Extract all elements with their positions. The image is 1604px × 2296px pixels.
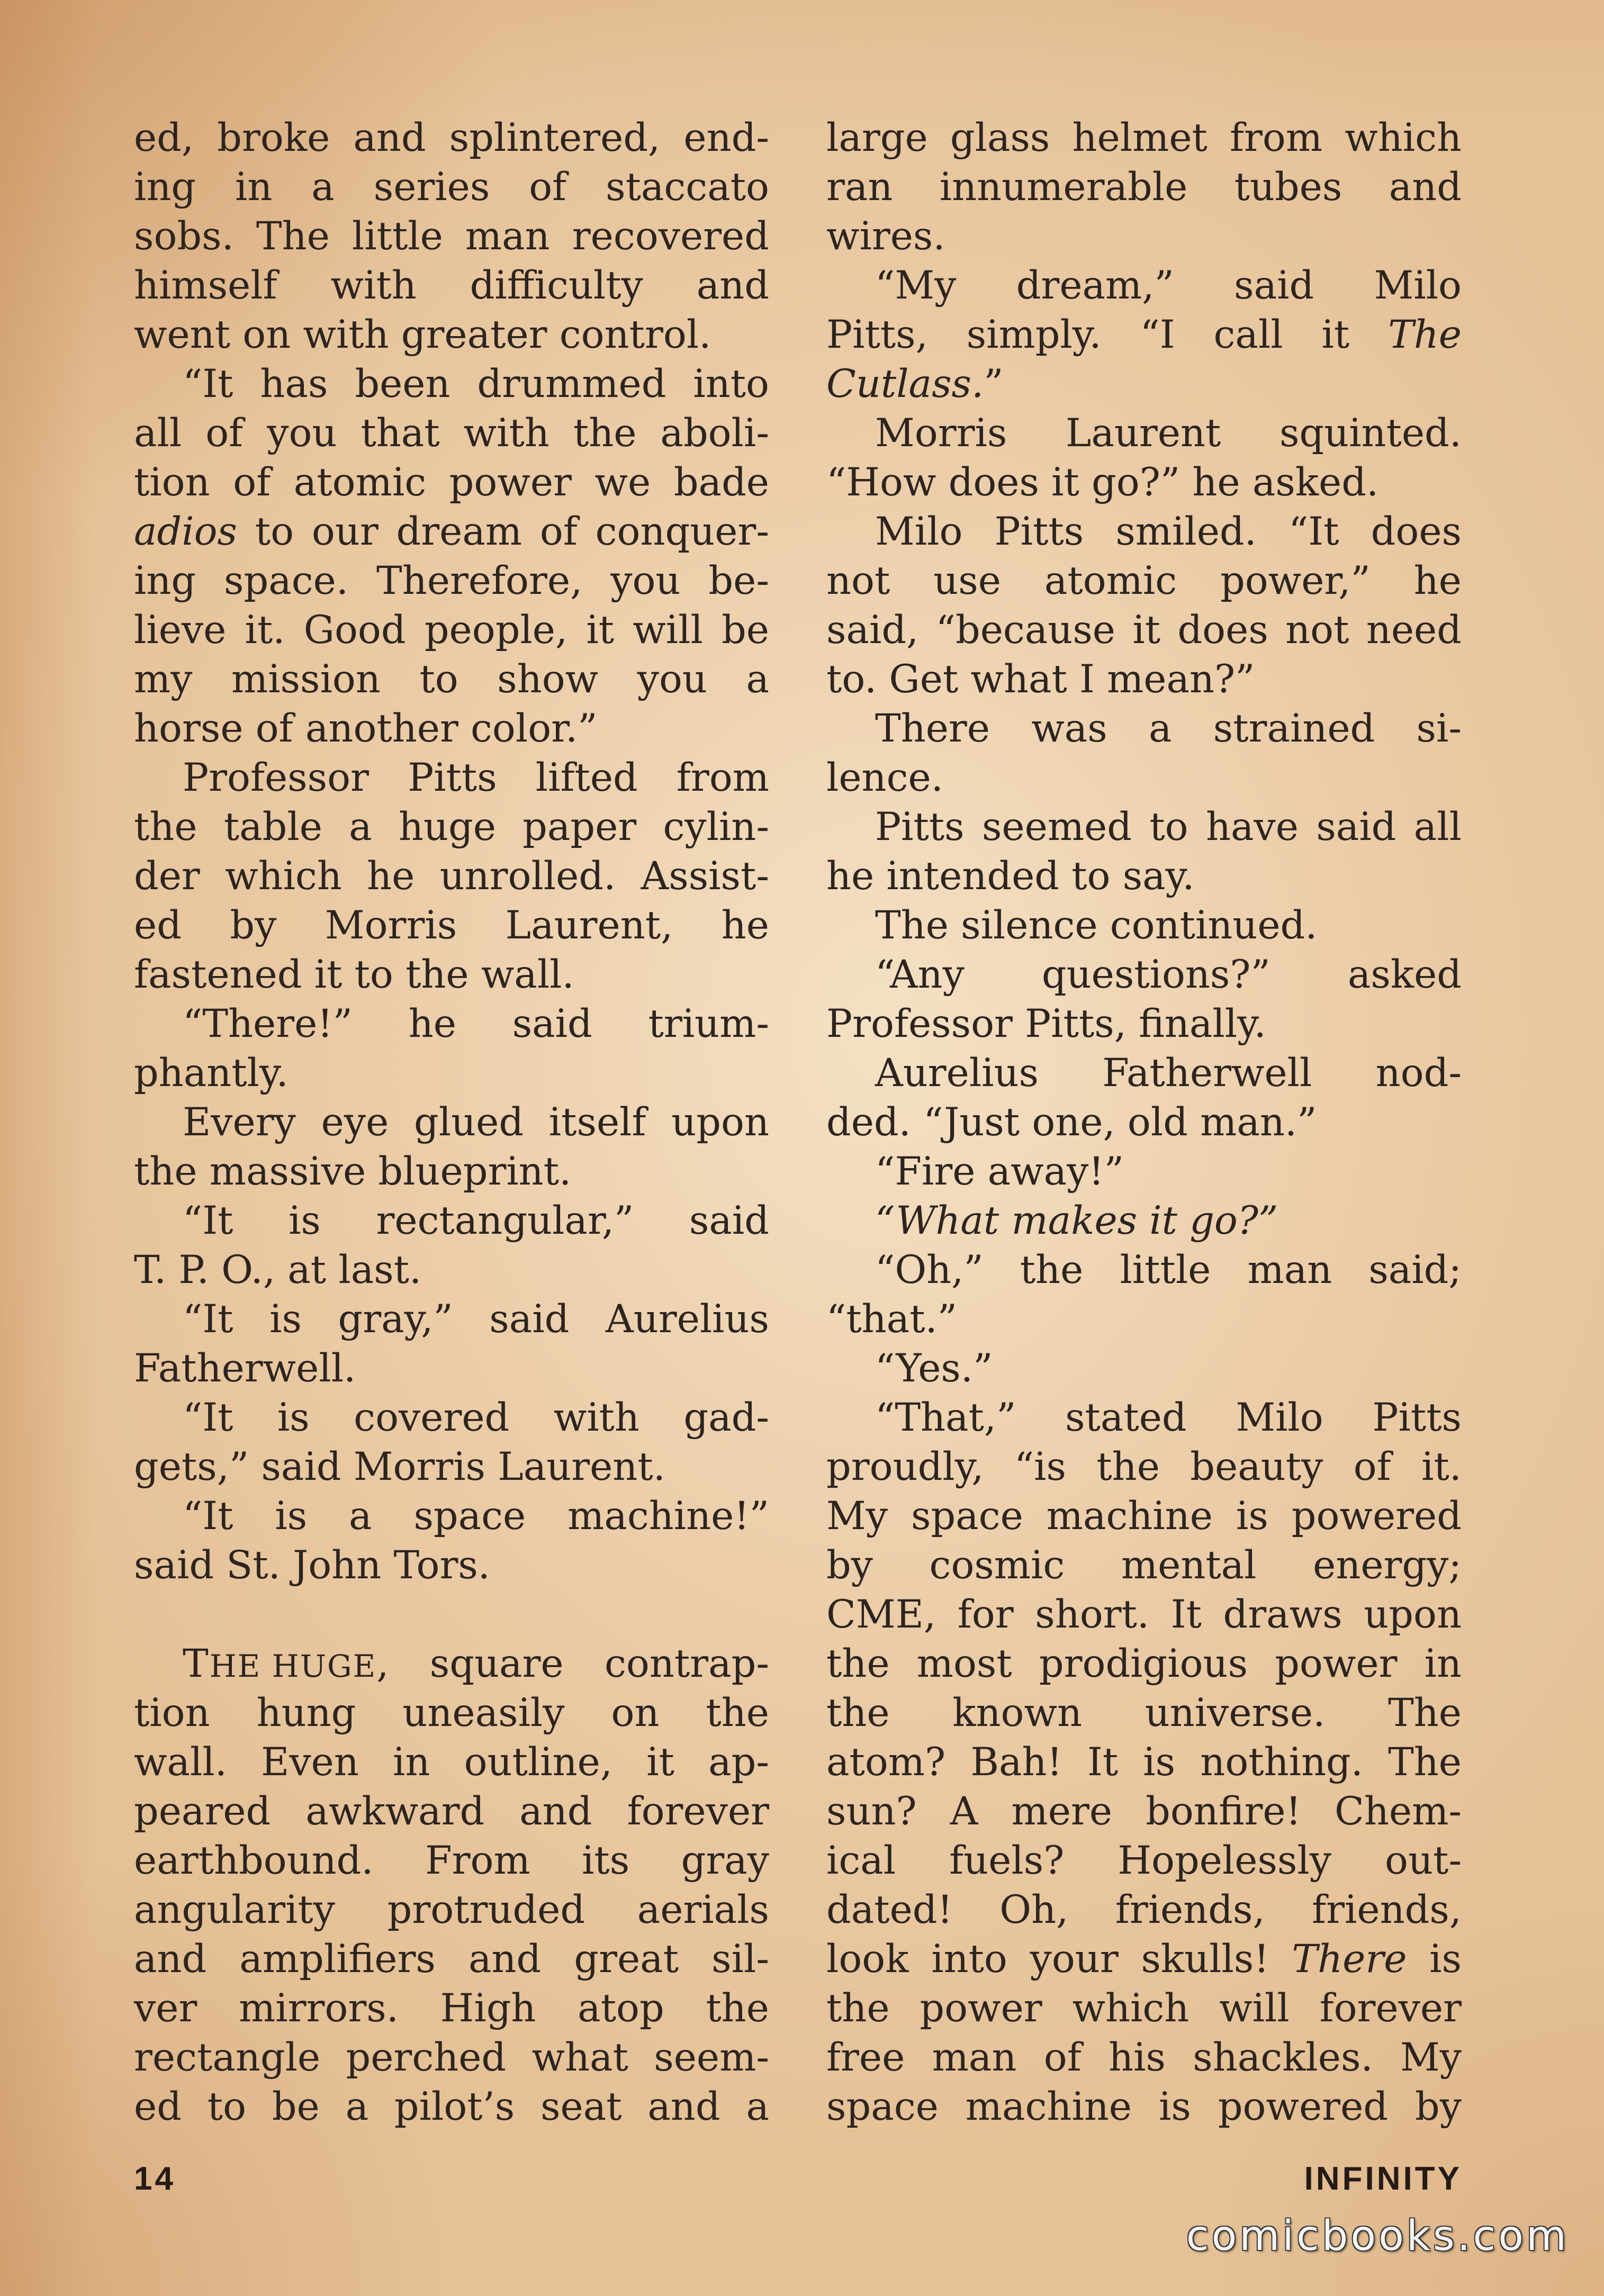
text-line: the power which will forever (826, 1986, 1462, 2031)
text-line: said St. John Tors. (134, 1543, 491, 1588)
text-run: ” (984, 361, 1004, 406)
text-line: my mission to show you a (134, 657, 769, 702)
paragraph (826, 507, 1462, 704)
text-line: der which he unrolled. Assist- (134, 854, 769, 899)
text-line: he intended to say. (826, 854, 1195, 899)
text-line: tion hung uneasily on the (134, 1691, 769, 1735)
text-line: “Yes.” (875, 1346, 993, 1391)
text-line: by cosmic mental energy; (826, 1543, 1462, 1588)
text-line: ran innumerable tubes and (826, 165, 1462, 210)
text-section (134, 113, 769, 1590)
text-line: Fatherwell. (134, 1346, 356, 1391)
text-line: dated! Oh, friends, friends, (826, 1887, 1462, 1932)
paragraph (826, 1344, 1462, 1393)
running-title: INFINITY (1304, 2161, 1462, 2197)
paragraph (826, 1245, 1462, 1344)
text-line: Morris Laurent squinted. (875, 411, 1462, 456)
text-line: ed to be a pilot’s seat and a (134, 2084, 769, 2129)
text-line: ing in a series of staccato (134, 165, 769, 210)
text-line: himself with difficulty and (134, 263, 769, 308)
paragraph (134, 1196, 769, 1295)
text-line: “It is rectangular,” said (183, 1198, 769, 1243)
text-line: “There!” he said trium- (183, 1001, 769, 1046)
text-line: “It is a space machine!” (183, 1494, 769, 1539)
text-line: angularity protruded aerials (134, 1887, 769, 1932)
text-line: earthbound. From its gray (134, 1838, 769, 1883)
text-line: lieve it. Good people, it will be (134, 608, 769, 653)
text-line: Milo Pitts smiled. “It does (875, 509, 1462, 554)
text-line: “Oh,” the little man said; (875, 1248, 1462, 1292)
italic-text: Cutlass. (826, 361, 984, 406)
text-line (826, 359, 1462, 409)
text-line: gets,” said Morris Laurent. (134, 1444, 665, 1489)
text-line: “How does it go?” he asked. (826, 460, 1379, 505)
text-line: ed, broke and splintered, end- (134, 115, 769, 160)
text-line: the known universe. The (826, 1691, 1462, 1735)
text-run: , square contrap- (376, 1641, 769, 1686)
text-line: There was a strained si- (875, 706, 1462, 751)
paragraph (134, 1639, 769, 2131)
text-line: “It is gray,” said Aurelius (183, 1297, 769, 1342)
text-line (826, 1196, 1462, 1245)
text-line: “My dream,” said Milo (875, 263, 1462, 308)
text-run: look into your skulls! (826, 1937, 1292, 1982)
text-line: “It is covered with gad- (183, 1395, 769, 1440)
text-line: large glass helmet from which (826, 115, 1462, 160)
text-column-right (826, 113, 1462, 2131)
italic-text: adios (134, 509, 238, 554)
text-line: CME, for short. It draws upon (826, 1592, 1462, 1637)
text-line (826, 310, 1462, 359)
text-line: and amplifiers and great sil- (134, 1937, 769, 1982)
text-line: “Any questions?” asked (875, 952, 1462, 997)
text-line: all of you that with the aboli- (134, 411, 769, 456)
text-run: Pitts, simply. “I call it (826, 312, 1389, 357)
text-line: Pitts seemed to have said all (875, 804, 1462, 849)
text-column-left (134, 113, 769, 2131)
text-line: atom? Bah! It is nothing. The (826, 1740, 1462, 1785)
text-line: lence. (826, 755, 943, 800)
text-line: ing space. Therefore, you be- (134, 558, 769, 603)
paragraph (134, 1393, 769, 1492)
paragraph (826, 901, 1462, 950)
text-line (134, 1639, 769, 1688)
text-line: rectangle perched what seem- (134, 2035, 769, 2080)
paragraph (826, 1147, 1462, 1196)
paragraph (826, 261, 1462, 409)
text-line: sun? A mere bonfire! Chem- (826, 1789, 1462, 1834)
paragraph (826, 1196, 1462, 1245)
text-line: ical fuels? Hopelessly out- (826, 1838, 1462, 1883)
italic-text: There (1292, 1937, 1407, 1982)
paragraph (826, 802, 1462, 901)
text-line (134, 507, 769, 556)
text-run: to our dream of conquer- (237, 509, 769, 554)
text-line: Every eye glued itself upon (183, 1100, 769, 1145)
text-line: the table a huge paper cylin- (134, 804, 769, 849)
text-line: the massive blueprint. (134, 1149, 572, 1194)
text-line: My space machine is powered (826, 1494, 1462, 1539)
text-section (134, 1639, 769, 2131)
text-line: Aurelius Fatherwell nod- (875, 1051, 1462, 1096)
text-line: “It has been drummed into (183, 361, 769, 406)
text-line: proudly, “is the beauty of it. (826, 1444, 1462, 1489)
paragraph (826, 409, 1462, 507)
text-line: tion of atomic power we bade (134, 460, 769, 505)
paragraph (826, 1048, 1462, 1147)
paragraph (134, 1492, 769, 1590)
text-line: sobs. The little man recovered (134, 214, 769, 259)
text-line: free man of his shackles. My (826, 2035, 1462, 2080)
text-line: not use atomic power,” he (826, 558, 1462, 603)
text-line: T. P. O., at last. (134, 1248, 422, 1292)
paragraph (134, 999, 769, 1098)
text-run: is (1407, 1937, 1462, 1982)
text-line: went on with greater control. (134, 312, 711, 357)
page-number: 14 (134, 2161, 176, 2197)
paragraph (826, 950, 1462, 1048)
text-line: Professor Pitts lifted from (183, 755, 769, 800)
text-line: horse of another color.” (134, 706, 598, 751)
paragraph (826, 704, 1462, 802)
paragraph (134, 1098, 769, 1196)
text-line: peared awkward and forever (134, 1789, 769, 1834)
text-line: phantly. (134, 1051, 289, 1096)
text-line: ed by Morris Laurent, he (134, 903, 769, 948)
text-line: “that.” (826, 1297, 958, 1342)
paragraph (134, 1295, 769, 1393)
paragraph (826, 113, 1462, 261)
text-line: wall. Even in outline, it ap- (134, 1740, 769, 1785)
text-line: “Fire away!” (875, 1149, 1124, 1194)
text-line: ded. “Just one, old man.” (826, 1100, 1317, 1145)
text-line: Professor Pitts, finally. (826, 1001, 1266, 1046)
small-caps-lead-in: THE HUGE (183, 1641, 377, 1686)
text-line: The silence continued. (875, 903, 1318, 948)
italic-text: The (1388, 312, 1462, 357)
paragraph (134, 113, 769, 359)
text-line: the most prodigious power in (826, 1641, 1462, 1686)
text-line: said, “because it does not need (826, 608, 1462, 653)
italic-text: “What makes it go?” (875, 1198, 1278, 1243)
paragraph (826, 1393, 1462, 2131)
text-line: to. Get what I mean?” (826, 657, 1255, 702)
paragraph (134, 359, 769, 753)
text-line (826, 1935, 1462, 1984)
text-line: “That,” stated Milo Pitts (875, 1395, 1462, 1440)
paragraph (134, 753, 769, 999)
text-line: ver mirrors. High atop the (134, 1986, 769, 2031)
text-line: space machine is powered by (826, 2084, 1462, 2129)
text-line: wires. (826, 214, 945, 259)
text-line: fastened it to the wall. (134, 952, 574, 997)
site-watermark: comicbooks.com (1186, 2212, 1569, 2260)
text-section (826, 113, 1462, 2131)
